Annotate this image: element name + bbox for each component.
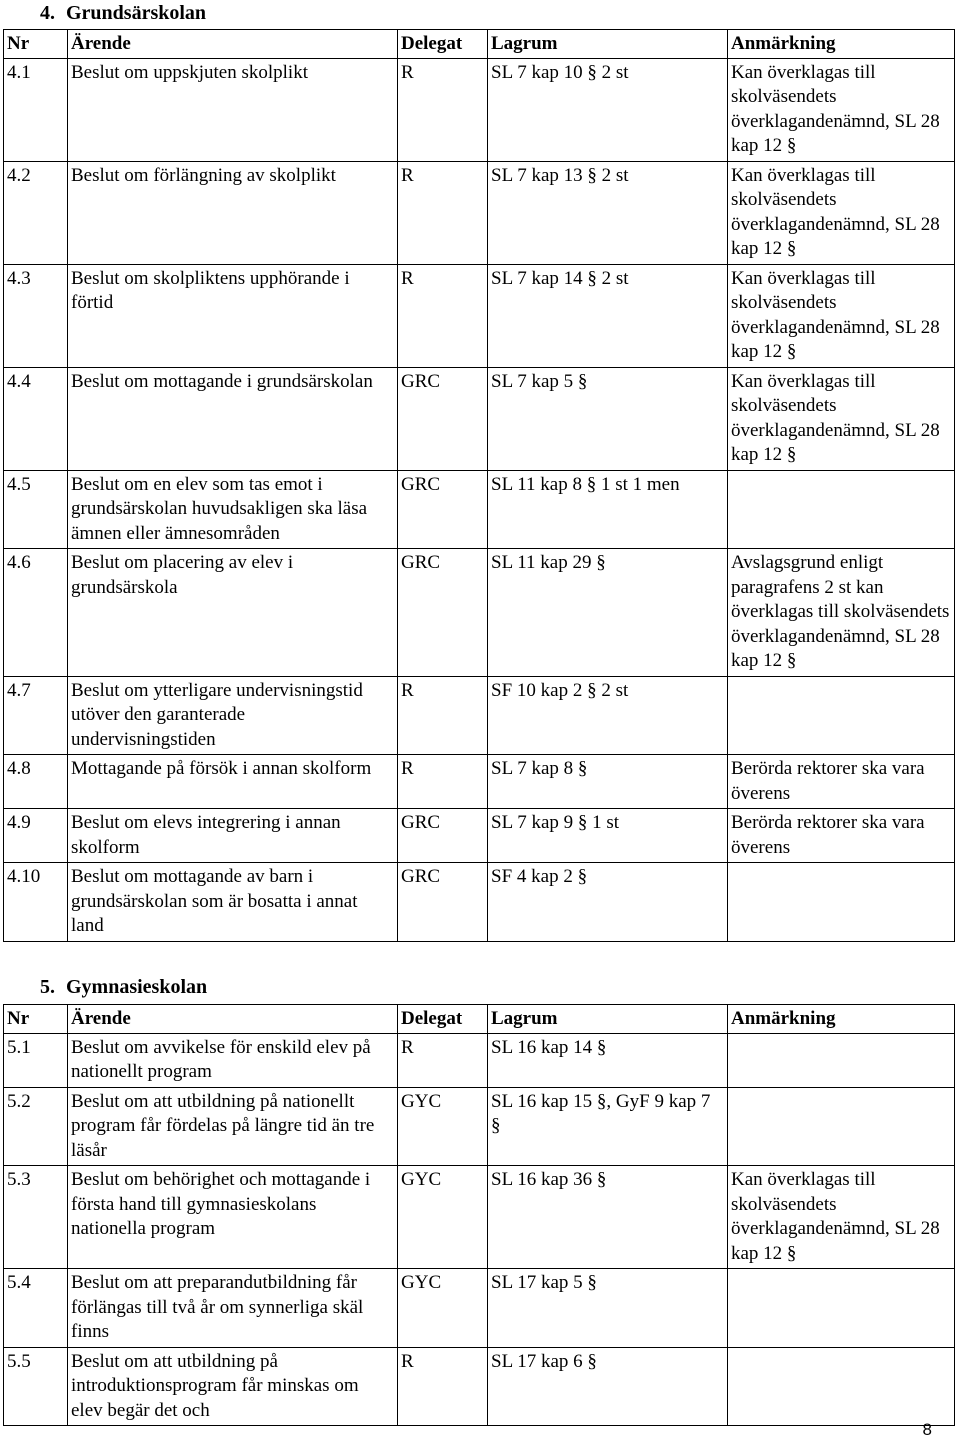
table-row: [4, 58, 955, 161]
row-lagrum: SL 17 kap 6 §: [488, 1347, 728, 1426]
row-arende: Beslut om mottagande av barn i grundsärskolan som är bosatta i annat land: [68, 863, 398, 942]
row-lagrum: SL 16 kap 36 §: [488, 1166, 728, 1269]
row-number: 4.1: [4, 58, 68, 161]
row-number: 5.4: [4, 1269, 68, 1348]
row-arende: Beslut om behörighet och mottagande i första hand till gymnasieskolans nationella program: [68, 1166, 398, 1269]
column-header: Delegat: [398, 30, 488, 59]
row-arende: Beslut om ytterligare undervisningstid utöver den garanterade undervisningstiden: [68, 676, 398, 755]
table-header-row: [4, 30, 955, 59]
gymnasieskolan-table: [3, 1004, 955, 1426]
row-arende: Beslut om skolpliktens upphörande i förtid: [68, 264, 398, 367]
row-arende: Beslut om uppskjuten skolplikt: [68, 58, 398, 161]
row-delegat: R: [398, 1033, 488, 1087]
row-anmarkning: Kan överklagas till skolväsendets överklagandenämnd, SL 28 kap 12 §: [728, 58, 955, 161]
row-lagrum: SF 4 kap 2 §: [488, 863, 728, 942]
table-row: [4, 549, 955, 677]
section-title: Grundsärskolan: [66, 2, 207, 24]
row-number: 4.3: [4, 264, 68, 367]
row-number: 4.9: [4, 809, 68, 863]
row-anmarkning: [728, 1347, 955, 1426]
table-row: [4, 676, 955, 755]
row-lagrum: SL 7 kap 13 § 2 st: [488, 161, 728, 264]
row-lagrum: SL 16 kap 15 §, GyF 9 kap 7 §: [488, 1087, 728, 1166]
row-lagrum: SL 7 kap 9 § 1 st: [488, 809, 728, 863]
table-row: [4, 863, 955, 942]
row-lagrum: SL 16 kap 14 §: [488, 1033, 728, 1087]
column-header: Anmärkning: [728, 30, 955, 59]
row-lagrum: SL 7 kap 10 § 2 st: [488, 58, 728, 161]
row-anmarkning: Kan överklagas till skolväsendets överklagandenämnd, SL 28 kap 12 §: [728, 367, 955, 470]
page-number: 8: [922, 1420, 932, 1439]
column-header: Lagrum: [488, 1005, 728, 1034]
row-anmarkning: Kan överklagas till skolväsendets överklagandenämnd, SL 28 kap 12 §: [728, 264, 955, 367]
column-header: Lagrum: [488, 30, 728, 59]
table-row: [4, 264, 955, 367]
row-lagrum: SL 7 kap 14 § 2 st: [488, 264, 728, 367]
column-header: Delegat: [398, 1005, 488, 1034]
column-header: Ärende: [68, 30, 398, 59]
section-title: Gymnasieskolan: [66, 976, 208, 998]
row-anmarkning: Avslagsgrund enligt paragrafens 2 st kan överklagas till skolväsendets överklagandenämnd, SL 28 kap 12 §: [728, 549, 955, 677]
row-lagrum: SL 7 kap 8 §: [488, 755, 728, 809]
column-header: Nr: [4, 30, 68, 59]
row-delegat: R: [398, 264, 488, 367]
row-number: 4.6: [4, 549, 68, 677]
row-delegat: R: [398, 58, 488, 161]
row-anmarkning: [728, 1269, 955, 1348]
row-lagrum: SL 11 kap 29 §: [488, 549, 728, 677]
row-arende: Beslut om elevs integrering i annan skolform: [68, 809, 398, 863]
section-5-heading: [40, 975, 207, 999]
row-arende: Beslut om att utbildning på introduktionsprogram får minskas om elev begär det och: [68, 1347, 398, 1426]
row-delegat: R: [398, 755, 488, 809]
row-anmarkning: Kan överklagas till skolväsendets överklagandenämnd, SL 28 kap 12 §: [728, 161, 955, 264]
grundsarskolan-table: [3, 29, 955, 942]
row-number: 4.5: [4, 470, 68, 549]
row-anmarkning: [728, 1033, 955, 1087]
row-arende: Beslut om placering av elev i grundsärskola: [68, 549, 398, 677]
row-anmarkning: [728, 470, 955, 549]
row-arende: Mottagande på försök i annan skolform: [68, 755, 398, 809]
row-arende: Beslut om avvikelse för enskild elev på nationellt program: [68, 1033, 398, 1087]
row-number: 4.2: [4, 161, 68, 264]
row-delegat: GRC: [398, 809, 488, 863]
row-delegat: GRC: [398, 863, 488, 942]
row-lagrum: SL 11 kap 8 § 1 st 1 men: [488, 470, 728, 549]
row-anmarkning: Kan överklagas till skolväsendets överklagandenämnd, SL 28 kap 12 §: [728, 1166, 955, 1269]
row-number: 4.10: [4, 863, 68, 942]
row-anmarkning: Berörda rektorer ska vara överens: [728, 755, 955, 809]
column-header: Nr: [4, 1005, 68, 1034]
row-number: 5.2: [4, 1087, 68, 1166]
row-lagrum: SL 7 kap 5 §: [488, 367, 728, 470]
section-4-heading: [40, 1, 206, 25]
row-delegat: GYC: [398, 1166, 488, 1269]
row-number: 5.3: [4, 1166, 68, 1269]
row-delegat: GRC: [398, 549, 488, 677]
table-row: [4, 161, 955, 264]
row-anmarkning: [728, 676, 955, 755]
table-row: [4, 367, 955, 470]
row-number: 5.1: [4, 1033, 68, 1087]
row-delegat: GYC: [398, 1087, 488, 1166]
row-lagrum: SL 17 kap 5 §: [488, 1269, 728, 1348]
table-row: [4, 755, 955, 809]
row-arende: Beslut om förlängning av skolplikt: [68, 161, 398, 264]
row-number: 4.8: [4, 755, 68, 809]
row-anmarkning: [728, 1087, 955, 1166]
row-arende: Beslut om en elev som tas emot i grundsärskolan huvudsakligen ska läsa ämnen eller ämnesområden: [68, 470, 398, 549]
row-delegat: GRC: [398, 367, 488, 470]
column-header: Ärende: [68, 1005, 398, 1034]
section-number: 4.: [40, 2, 55, 24]
row-anmarkning: [728, 863, 955, 942]
table-row: [4, 1033, 955, 1087]
row-lagrum: SF 10 kap 2 § 2 st: [488, 676, 728, 755]
row-number: 5.5: [4, 1347, 68, 1426]
table-row: [4, 1087, 955, 1166]
row-delegat: R: [398, 676, 488, 755]
column-header: Anmärkning: [728, 1005, 955, 1034]
table-row: [4, 470, 955, 549]
table-header-row: [4, 1005, 955, 1034]
table-row: [4, 1347, 955, 1426]
row-delegat: R: [398, 161, 488, 264]
table-row: [4, 1166, 955, 1269]
row-delegat: R: [398, 1347, 488, 1426]
row-number: 4.4: [4, 367, 68, 470]
row-arende: Beslut om att preparandutbildning får förlängas till två år om synnerliga skäl finns: [68, 1269, 398, 1348]
row-delegat: GYC: [398, 1269, 488, 1348]
section-number: 5.: [40, 976, 55, 998]
row-arende: Beslut om mottagande i grundsärskolan: [68, 367, 398, 470]
table-row: [4, 809, 955, 863]
row-number: 4.7: [4, 676, 68, 755]
table-row: [4, 1269, 955, 1348]
row-arende: Beslut om att utbildning på nationellt program får fördelas på längre tid än tre läsår: [68, 1087, 398, 1166]
row-delegat: GRC: [398, 470, 488, 549]
row-anmarkning: Berörda rektorer ska vara överens: [728, 809, 955, 863]
